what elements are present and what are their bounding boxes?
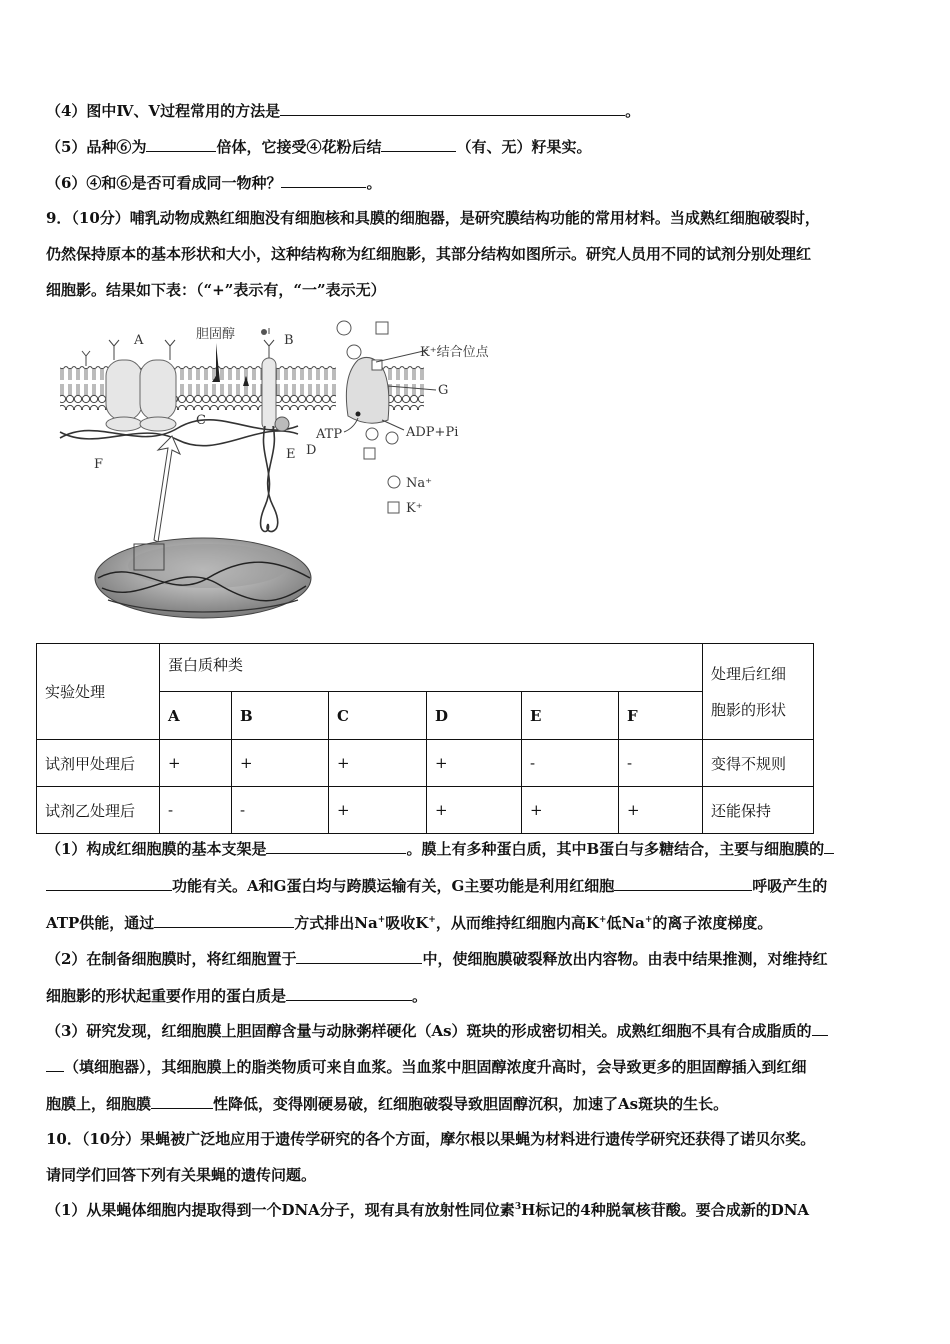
row-label: 试剂乙处理后 [37, 787, 160, 834]
table-cell: + [427, 787, 522, 834]
table-cell: + [522, 787, 619, 834]
answer-blank[interactable] [46, 875, 172, 891]
protein-header: B [232, 692, 329, 740]
k-ion [376, 322, 388, 334]
answer-blank[interactable] [266, 838, 406, 854]
q9-s1-line1: （1）构成红细胞膜的基本支架是 。膜上有多种蛋白质，其中B蛋白与多糖结合，主要与细胞膜的 [46, 838, 834, 859]
answer-blank[interactable] [381, 136, 456, 152]
q9-s3-line1: （3）研究发现，红细胞膜上胆固醇含量与动脉粥样硬化（As）斑块的形成密切相关。成熟红细胞不具有合成脂质的 [46, 1020, 828, 1041]
answer-blank[interactable] [154, 912, 294, 928]
table-cell: + [427, 740, 522, 787]
protein-g [346, 357, 389, 423]
answer-blank[interactable] [280, 100, 625, 116]
header-protein: 蛋白质种类 [160, 644, 703, 692]
zoom-arrow [154, 436, 180, 542]
protein-header: A [160, 692, 232, 740]
q10-intro-line2: 请同学们回答下列有关果蝇的遗传问题。 [46, 1166, 317, 1184]
q9-intro-line2: 仍然保持原本的基本形状和大小，这种结构称为红细胞影，其部分结构如图所示。研究人员用不同的试剂分别处理红 [46, 245, 812, 263]
header-shape: 处理后红细 胞影的形状 [703, 644, 814, 740]
protein-header: C [329, 692, 427, 740]
table-cell: - [232, 787, 329, 834]
table-cell: + [619, 787, 703, 834]
answer-blank[interactable] [286, 985, 412, 1001]
q10-intro-line1: 10．（10分）果蝇被广泛地应用于遗传学研究的各个方面，摩尔根以果蝇为材料进行遗传学研究还获得了诺贝尔奖。 [46, 1130, 816, 1148]
answer-blank[interactable] [296, 948, 422, 964]
q8-part4: （4）图中Ⅳ、Ⅴ过程常用的方法是 。 [46, 102, 641, 120]
answer-blank[interactable] [151, 1093, 213, 1109]
label-cholesterol: 胆固醇 [196, 327, 236, 342]
answer-blank[interactable] [281, 172, 366, 188]
legend-k-symbol [388, 502, 399, 513]
label-a: A [134, 333, 144, 348]
membrane-diagram [58, 316, 528, 624]
table-cell: - [522, 740, 619, 787]
table-row [37, 740, 814, 787]
answer-blank[interactable] [824, 838, 834, 854]
q9-s2-line1: （2）在制备细胞膜时，将红细胞置于 中，使细胞膜破裂释放出内容物。由表中结果推测，对维持红 [46, 950, 828, 968]
q9-s3-line3: 胞膜上，细胞膜 性降低，变得刚硬易破，红细胞破裂导致胆固醇沉积，加速了As斑块的生长。 [46, 1095, 729, 1113]
label-b: B [284, 333, 294, 348]
header-treatment: 实验处理 [37, 644, 160, 740]
protein-header: D [427, 692, 522, 740]
table-cell: + [160, 740, 232, 787]
results-table [36, 643, 814, 834]
table-cell: + [232, 740, 329, 787]
label-e: E [286, 447, 296, 462]
legend-na: Na⁺ [406, 476, 432, 491]
label-adp: ADP+Pi [406, 425, 459, 440]
q8-part5: （5）品种⑥为 倍体，它接受④花粉后结 （有、无）籽果实。 [46, 138, 592, 156]
label-atp: ATP [316, 427, 343, 442]
ion-legend [388, 476, 432, 516]
na-ion [337, 321, 351, 335]
answer-blank[interactable] [614, 875, 752, 891]
legend-na-symbol [388, 476, 400, 488]
q9-s2-line2: 细胞影的形状起重要作用的蛋白质是 。 [46, 987, 428, 1005]
table-cell: - [619, 740, 703, 787]
legend-k: K⁺ [406, 501, 423, 516]
answer-blank[interactable] [812, 1020, 828, 1036]
protein-b [261, 328, 276, 430]
table-cell: + [329, 787, 427, 834]
label-g: G [438, 383, 449, 398]
table-row [37, 787, 814, 834]
erythrocyte-illustration [95, 538, 311, 618]
table-cell: - [160, 787, 232, 834]
label-c: C [196, 413, 206, 428]
row-shape: 还能保持 [703, 787, 814, 834]
row-shape: 变得不规则 [703, 740, 814, 787]
q9-s1-line3: ATP供能，通过 方式排出Na+吸收K+，从而维持红细胞内高K+低Na+的离子浓度梯度。 [46, 914, 773, 932]
q8-part6: （6）④和⑥是否可看成同一物种？ 。 [46, 174, 382, 192]
q9-intro-line1: 9．（10分）哺乳动物成熟红细胞没有细胞核和具膜的细胞器，是研究膜结构功能的常用材料。当成熟红细胞破裂时， [46, 209, 820, 227]
q10-s1-line1: （1）从果蝇体细胞内提取得到一个DNA分子，现有具有放射性同位素$^3$H标记的4种脱氧核苷酸。要合成新的DNA [46, 1201, 810, 1219]
q9-intro-line3: 细胞影。结果如下表：（“+”表示有，“一”表示无） [46, 281, 386, 299]
label-k-site: K⁺结合位点 [420, 345, 489, 360]
protein-header: F [619, 692, 703, 740]
row-label: 试剂甲处理后 [37, 740, 160, 787]
q9-s1-line2: 功能有关。A和G蛋白均与跨膜运输有关，G主要功能是利用红细胞 呼吸产生的 [46, 875, 827, 896]
label-d: D [306, 443, 317, 458]
protein-header: E [522, 692, 619, 740]
label-f: F [94, 457, 104, 472]
answer-blank[interactable] [46, 1056, 64, 1072]
answer-blank[interactable] [146, 136, 216, 152]
spectrin-network [60, 417, 298, 531]
q9-s3-line2: （填细胞器），其细胞膜上的脂类物质可来自血浆。当血浆中胆固醇浓度升高时，会导致更多的胆固醇插入到红细 [46, 1056, 807, 1077]
table-cell: + [329, 740, 427, 787]
